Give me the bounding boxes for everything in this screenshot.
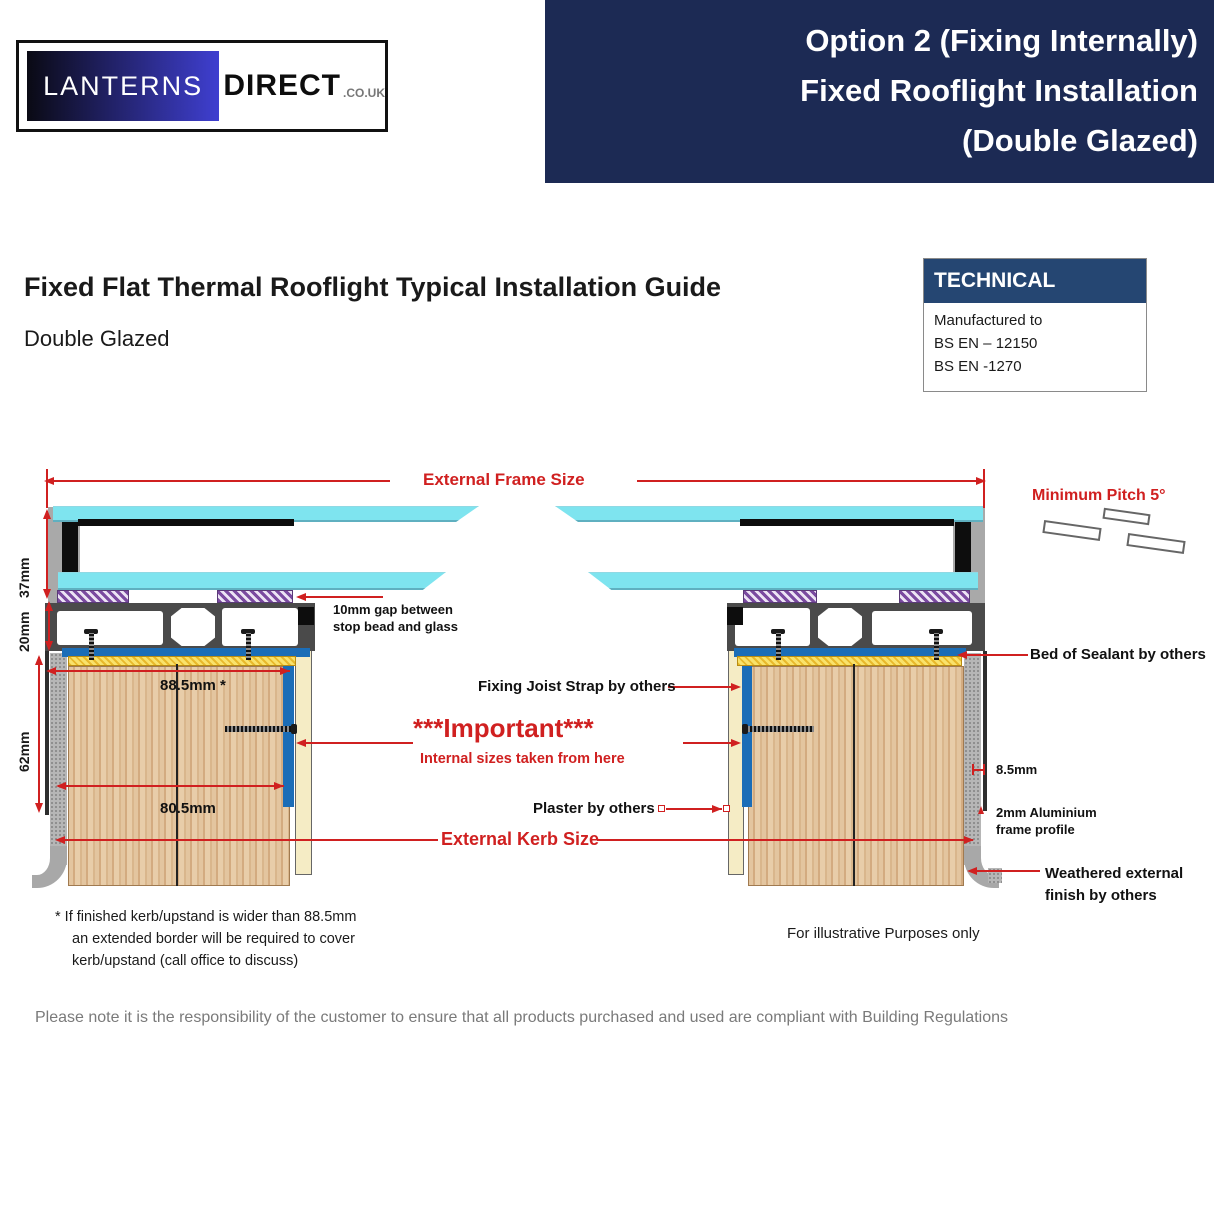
technical-box <box>923 258 1147 392</box>
technical-body <box>924 303 1146 384</box>
left-frame-chamber-inner <box>222 608 298 646</box>
logo-tld-text: .CO.UK <box>343 86 385 100</box>
dim-37mm-line <box>46 511 48 596</box>
left-glass-edge-seal <box>78 519 294 526</box>
lanterns-direct-logo <box>16 40 388 132</box>
technical-line-1: Manufactured to <box>934 312 1043 329</box>
left-stop-bead-inner <box>217 590 293 603</box>
efs-dim-line-right <box>637 480 985 482</box>
fixing-joist-label: Fixing Joist Strap by others <box>478 678 676 695</box>
important-arrowhead-right <box>731 739 741 747</box>
pitch-icon-left-panel <box>1042 520 1101 541</box>
dim-62mm-arrow-top <box>35 655 43 665</box>
right-stop-bead-inner <box>743 590 817 603</box>
important-arrow-line-left <box>305 742 413 744</box>
right-kerb-centerline <box>853 664 855 886</box>
right-thermal-break <box>818 608 862 646</box>
alu-profile-arrowhead <box>978 806 984 814</box>
dim-37mm-text: 37mm <box>16 557 32 598</box>
gap-note-arrowhead <box>296 593 306 601</box>
internal-sizes-label: Internal sizes taken from here <box>420 751 625 767</box>
dim-885-text: 88.5mm * <box>160 677 226 694</box>
plaster-marker-start <box>658 805 665 812</box>
disclaimer-note: Please note it is the responsibility of the customer to ensure that all products purchased and used are compliant with Building Regulations <box>35 1009 1008 1026</box>
bed-of-sealant-label: Bed of Sealant by others <box>1030 646 1206 663</box>
left-screw2-shaft <box>246 633 251 660</box>
dim-62mm-text: 62mm <box>16 731 32 772</box>
kerb-footnote <box>55 906 356 972</box>
left-kerb-centerline <box>176 664 178 886</box>
right-timber-kerb <box>748 666 964 886</box>
important-arrowhead-left <box>296 739 306 747</box>
right-external-frame-flange <box>983 651 987 811</box>
technical-line-2: BS EN – 12150 <box>934 335 1038 352</box>
dim-20mm-text: 20mm <box>16 611 32 652</box>
dim-885-arrow-left <box>46 667 56 675</box>
alu-profile-label <box>996 804 1097 838</box>
eks-arrow-left <box>55 836 65 844</box>
right-weathered-finish <box>964 653 981 865</box>
weathered-label <box>1045 863 1183 907</box>
dim-805-arrow-right <box>274 782 284 790</box>
right-side-screw-head <box>742 724 748 734</box>
right-stop-bead-outer <box>899 590 970 603</box>
footnote-line-1: * If finished kerb/upstand is wider than 88.5mm <box>55 909 357 925</box>
dim-85-tick-right <box>983 764 985 775</box>
efs-dim-line-left <box>48 480 390 482</box>
alu-profile-line-1: 2mm Aluminium <box>996 805 1097 820</box>
right-frame-chamber-inner <box>735 608 810 646</box>
dim-62mm-arrow-bottom <box>35 803 43 813</box>
plaster-arrowhead <box>712 805 722 813</box>
dim-20mm-arrow-bottom <box>45 641 53 651</box>
dim-805-arrow-left <box>56 782 66 790</box>
right-screw2-shaft <box>934 633 939 660</box>
left-screw1-shaft <box>89 633 94 660</box>
dim-885-arrow-right <box>280 667 290 675</box>
dim-37mm-arrow-top <box>43 509 51 519</box>
dim-37mm-arrow-bottom <box>43 589 51 599</box>
left-external-frame-flange <box>45 651 49 815</box>
gap-note-line-2: stop bead and glass <box>333 619 458 634</box>
fixing-joist-arrowhead <box>731 683 741 691</box>
logo-gradient-block <box>27 51 219 121</box>
left-stop-bead-outer <box>57 590 129 603</box>
eks-dim-line-left <box>58 839 438 841</box>
page-title: Fixed Flat Thermal Rooflight Typical Installation Guide <box>24 272 722 302</box>
efs-extension-left <box>46 469 48 508</box>
header-banner <box>545 0 1214 183</box>
dim-85-tick-left <box>972 764 974 775</box>
important-label: ***Important*** <box>413 713 594 743</box>
dim-805-text: 80.5mm <box>160 800 216 817</box>
right-glass-edge-seal <box>740 519 954 526</box>
plaster-marker-end <box>723 805 730 812</box>
minimum-pitch-label: Minimum Pitch 5° <box>1032 487 1166 504</box>
dim-885-line <box>48 670 290 672</box>
weathered-arrow-line <box>976 870 1040 872</box>
left-side-screw-head <box>291 724 297 734</box>
weathered-arrowhead <box>967 867 977 875</box>
dim-62mm-line <box>38 657 40 810</box>
left-glazing-gasket <box>62 522 78 575</box>
left-thermal-break <box>171 608 215 646</box>
right-frame-chamber-outer <box>872 611 972 645</box>
illustrative-note: For illustrative Purposes only <box>787 925 980 942</box>
left-frame-chamber-outer <box>57 611 163 645</box>
efs-extension-right <box>983 469 985 508</box>
left-weathered-finish <box>50 653 67 865</box>
logo-lanterns-text: LANTERNS <box>43 70 204 101</box>
left-side-screw-shaft <box>225 726 293 732</box>
plaster-label: Plaster by others <box>533 800 655 817</box>
weathered-line-2: finish by others <box>1045 887 1157 904</box>
right-side-screw-shaft <box>746 726 814 732</box>
left-glass-bottom-pane <box>58 572 446 590</box>
gap-note-line-1: 10mm gap between <box>333 602 453 617</box>
pitch-icon-center-panel <box>1102 508 1150 525</box>
footnote-line-2: an extended border will be required to cover <box>72 931 355 947</box>
efs-arrow-right <box>976 477 986 485</box>
technical-line-3: BS EN -1270 <box>934 358 1022 375</box>
header-line-2: Fixed Rooflight Installation <box>800 73 1198 108</box>
right-frame-end-gasket <box>727 607 743 625</box>
header-line-3: (Double Glazed) <box>962 123 1198 158</box>
right-sealant-bed <box>737 656 962 666</box>
dim-85-text: 8.5mm <box>996 762 1038 777</box>
alu-profile-line-2: frame profile <box>996 822 1075 837</box>
eks-dim-line-right <box>597 839 973 841</box>
external-kerb-size-label: External Kerb Size <box>441 829 600 849</box>
right-glazing-gasket <box>955 522 971 575</box>
gap-note-arrow-line <box>305 596 383 598</box>
bed-of-sealant-arrow-line <box>966 654 1028 656</box>
left-frame-end-gasket <box>298 607 314 625</box>
footnote-line-3: kerb/upstand (call office to discuss) <box>72 953 299 969</box>
left-sealant-bed <box>68 656 296 666</box>
bed-of-sealant-arrowhead <box>957 651 967 659</box>
technical-heading: TECHNICAL <box>924 259 1146 303</box>
weathered-line-1: Weathered external <box>1045 865 1184 882</box>
dim-20mm-arrow-top <box>45 601 53 611</box>
external-frame-size-label: External Frame Size <box>423 470 585 489</box>
page-subtitle: Double Glazed <box>24 326 170 351</box>
fixing-joist-arrow-line <box>668 686 731 688</box>
pitch-icon-right-panel <box>1126 533 1185 554</box>
left-weathered-finish-hook <box>32 846 67 888</box>
efs-arrow-left <box>44 477 54 485</box>
header-line-1: Option 2 (Fixing Internally) <box>805 23 1198 58</box>
right-screw1-shaft <box>776 633 781 660</box>
important-arrow-line-right <box>683 742 731 744</box>
left-timber-kerb <box>68 666 290 886</box>
eks-arrow-right <box>964 836 974 844</box>
gap-note-label <box>333 601 458 635</box>
logo-direct-text: DIRECT <box>223 69 341 102</box>
right-glass-bottom-pane <box>588 572 978 590</box>
left-plasterboard <box>295 625 312 875</box>
dim-805-line <box>58 785 284 787</box>
